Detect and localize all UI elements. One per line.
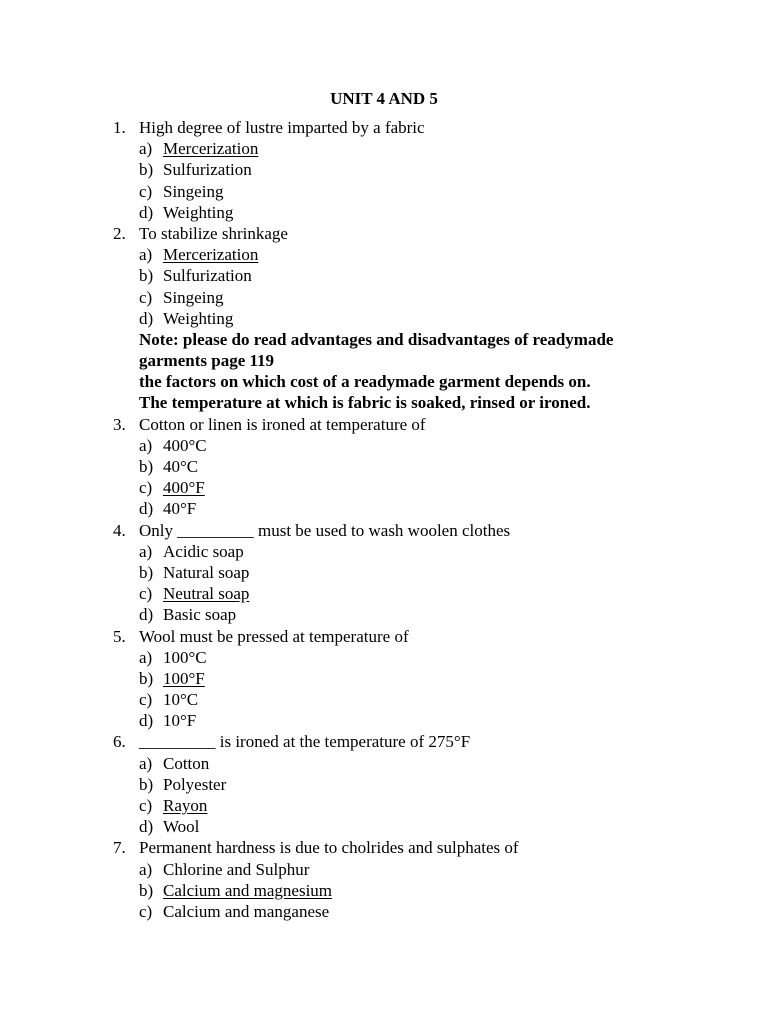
question-text: Only _________ must be used to wash woolen clothes	[139, 520, 511, 540]
question-text: Wool must be pressed at temperature of	[139, 626, 409, 646]
option-text: Calcium and manganese	[163, 901, 330, 921]
question-number: 6.	[113, 732, 126, 752]
correct-answer-option: 400°F	[163, 478, 205, 498]
correct-answer-option: Neutral soap	[163, 584, 250, 604]
correct-answer-option: Mercerization	[163, 245, 259, 265]
option-letter: a)	[139, 859, 153, 879]
question-text: Permanent hardness is due to cholrides and sulphates of	[139, 838, 519, 858]
question-number: 3.	[113, 414, 126, 434]
option-text: Weighting	[163, 202, 234, 222]
study-note-line	[113, 329, 673, 350]
option-line	[113, 753, 673, 774]
option-letter: d)	[139, 202, 154, 222]
option-letter: c)	[139, 478, 153, 498]
option-text: Chlorine and Sulphur	[163, 859, 310, 879]
option-text: 400°C	[163, 435, 207, 455]
option-letter: a)	[139, 435, 153, 455]
correct-answer-option: 100°F	[163, 668, 205, 688]
option-letter: b)	[139, 880, 154, 900]
question-number: 1.	[113, 118, 126, 137]
option-text: Sulfurization	[163, 160, 252, 180]
option-text: Natural soap	[163, 562, 250, 582]
option-letter: a)	[139, 139, 153, 159]
option-letter: a)	[139, 541, 153, 561]
study-note-line	[113, 392, 673, 413]
question-number: 5.	[113, 626, 126, 646]
option-letter: d)	[139, 499, 154, 519]
option-text: Sulfurization	[163, 266, 252, 286]
option-line	[113, 265, 673, 286]
option-line	[113, 795, 673, 816]
option-text: 40°C	[163, 457, 199, 476]
option-text: 40°F	[163, 499, 197, 519]
option-line	[113, 244, 673, 265]
option-text: Cotton	[163, 753, 210, 773]
option-text: 10°F	[163, 711, 197, 731]
option-line	[113, 202, 673, 223]
correct-answer-option: Rayon	[163, 796, 208, 815]
option-letter: c)	[139, 584, 153, 604]
question-text: Cotton or linen is ironed at temperature of	[139, 414, 426, 434]
option-line	[113, 901, 673, 922]
question-line	[113, 223, 673, 244]
option-line	[113, 710, 673, 731]
correct-answer-option: Mercerization	[163, 139, 259, 159]
option-letter: d)	[139, 817, 154, 837]
option-text: 10°C	[163, 690, 199, 710]
option-letter: c)	[139, 690, 153, 710]
option-line	[113, 435, 673, 456]
option-letter: b)	[139, 562, 154, 582]
option-line	[113, 287, 673, 308]
option-line	[113, 456, 673, 477]
option-line	[113, 583, 673, 604]
option-line	[113, 668, 673, 689]
study-note-text: garments page 119	[139, 351, 275, 371]
question-line	[113, 837, 673, 858]
question-text: High degree of lustre imparted by a fabric	[139, 118, 425, 137]
option-text: Singeing	[163, 287, 224, 307]
option-letter: c)	[139, 796, 153, 815]
study-note-text: the factors on which cost of a readymade garment depends on.	[139, 372, 591, 392]
question-line	[113, 520, 673, 541]
option-line	[113, 138, 673, 159]
option-letter: a)	[139, 245, 153, 265]
option-line	[113, 562, 673, 583]
option-text: 100°C	[163, 647, 207, 667]
option-letter: a)	[139, 753, 153, 773]
option-line	[113, 308, 673, 329]
option-line	[113, 541, 673, 562]
option-line	[113, 859, 673, 880]
question-text: _________ is ironed at the temperature of 275°F	[139, 732, 471, 752]
option-text: Acidic soap	[163, 541, 244, 561]
question-number: 7.	[113, 838, 126, 858]
option-letter: b)	[139, 266, 154, 286]
option-letter: c)	[139, 287, 153, 307]
option-line	[113, 880, 673, 901]
option-line	[113, 689, 673, 710]
study-note-line	[113, 371, 673, 392]
question-line	[113, 414, 673, 435]
option-text: Singeing	[163, 181, 224, 201]
option-line	[113, 604, 673, 625]
option-letter: b)	[139, 160, 154, 180]
option-line	[113, 181, 673, 202]
study-note-text: Note: please do read advantages and disadvantages of readymade	[139, 329, 614, 349]
option-line	[113, 647, 673, 668]
option-line	[113, 159, 673, 180]
question-text: To stabilize shrinkage	[139, 223, 288, 243]
option-text: Polyester	[163, 774, 227, 794]
question-line	[113, 731, 673, 752]
option-line	[113, 477, 673, 498]
option-letter: d)	[139, 711, 154, 731]
question-line	[113, 626, 673, 647]
page-title: UNIT 4 AND 5	[330, 89, 438, 108]
option-text: Basic soap	[163, 605, 237, 625]
option-letter: d)	[139, 308, 154, 328]
option-letter: b)	[139, 774, 154, 794]
option-line	[113, 498, 673, 519]
study-note-text: The temperature at which is fabric is soaked, rinsed or ironed.	[139, 393, 591, 413]
option-text: Weighting	[163, 308, 234, 328]
study-note-line	[113, 350, 673, 371]
option-letter: c)	[139, 181, 153, 201]
question-list	[113, 117, 673, 922]
question-number: 2.	[113, 223, 126, 243]
option-line	[113, 816, 673, 837]
option-letter: a)	[139, 647, 153, 667]
option-letter: d)	[139, 605, 154, 625]
option-line	[113, 774, 673, 795]
option-letter: b)	[139, 457, 154, 476]
option-text: Wool	[163, 817, 200, 837]
option-letter: c)	[139, 901, 153, 921]
question-number: 4.	[113, 520, 126, 540]
question-line	[113, 117, 673, 138]
option-letter: b)	[139, 668, 154, 688]
correct-answer-option: Calcium and magnesium	[163, 880, 333, 900]
